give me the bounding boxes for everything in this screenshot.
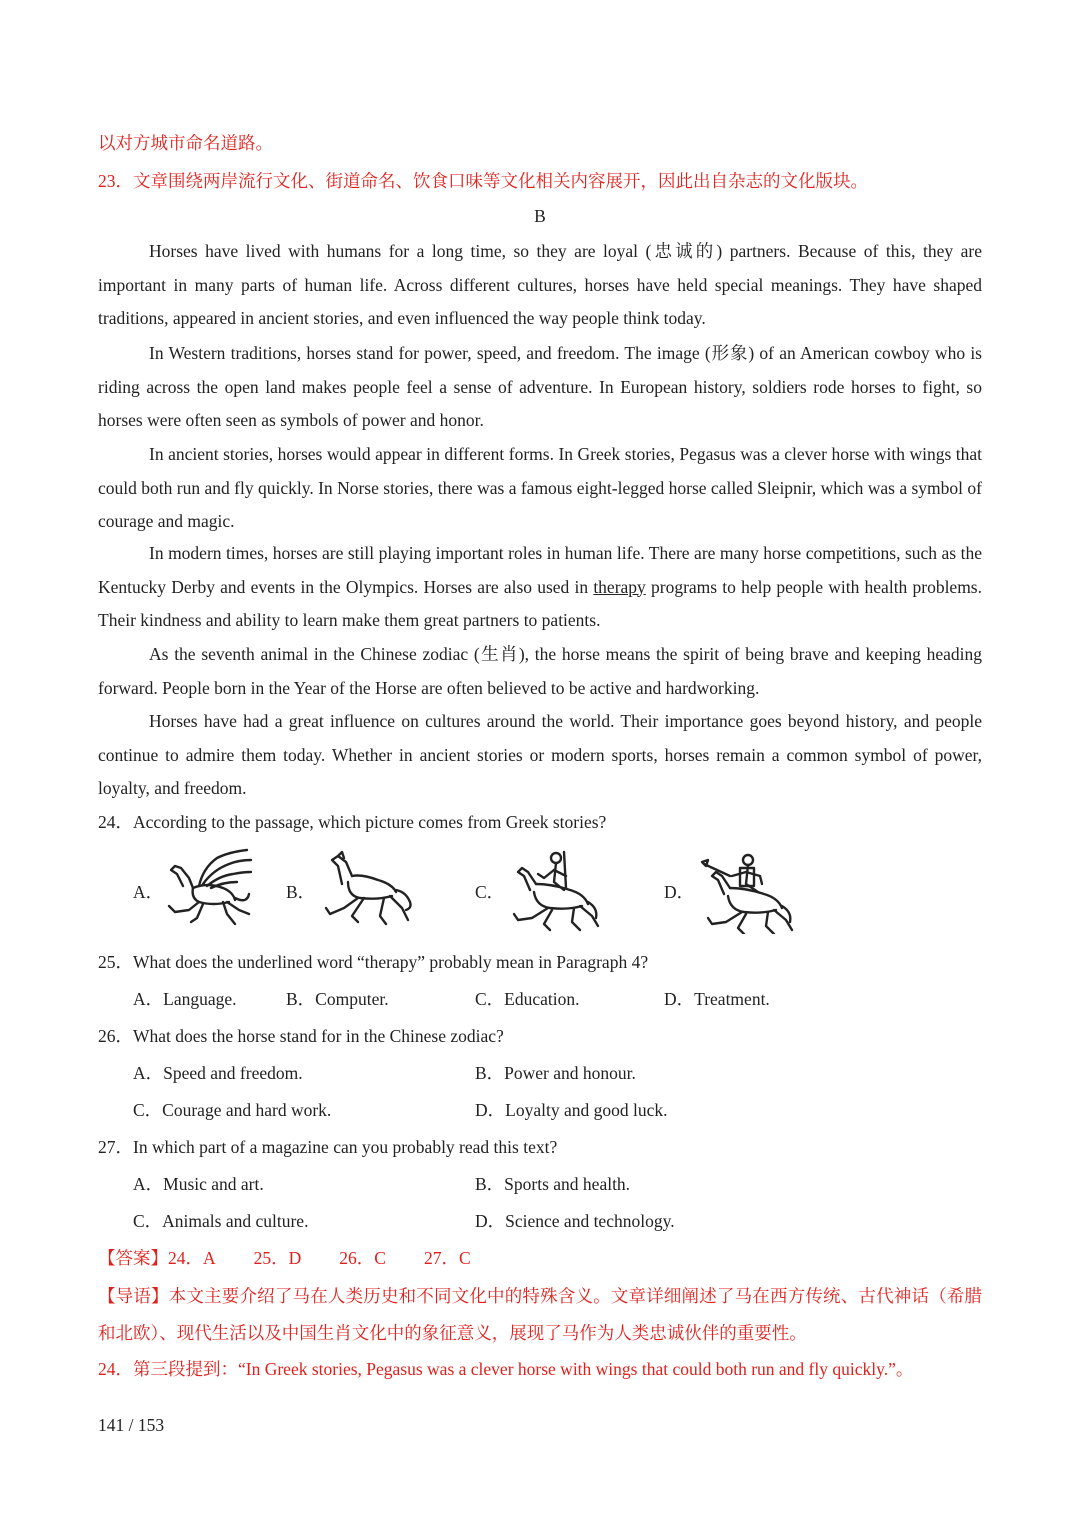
question-26-stem: 26．What does the horse stand for in the Chinese zodiac?	[98, 1026, 504, 1046]
q26-option-d: D．Loyalty and good luck.	[475, 1100, 668, 1120]
passage-paragraph-3: In ancient stories, horses would appear in different forms. In Greek stories, Pegasus was a clever horse with wings that could both run and fly quickly. In Norse stories, there was a famous eight-legged horse called Sleipnir, which was a symbol of courage and magic.	[98, 444, 982, 531]
passage-paragraph-1: Horses have lived with humans for a long time, so they are loyal (忠诚的) partners. Because of this, they are important in many parts of human life. Across different cultures, horses have held special meanings. They have shaped traditions, appeared in ancient stories, and even influenced the way people think today.	[98, 241, 982, 328]
p4-text-after: programs to help people with health problems. Their kindness and ability to learn make them great partners to patients.	[98, 576, 982, 630]
answer-26: 26．C	[339, 1248, 386, 1268]
answer-note-line: 以对方城市命名道路。	[98, 133, 273, 153]
q25-option-c: C．Education.	[475, 989, 580, 1009]
answer-note-23: 23．文章围绕两岸流行文化、街道命名、饮食口味等文化相关内容展开，因此出自杂志的文化版块。	[98, 171, 868, 191]
passage-paragraph-5: As the seventh animal in the Chinese zodiac (生肖), the horse means the spirit of being brave and keeping heading forward. People born in the Year of the Horse are often believed to be active and hardworking.	[98, 644, 982, 698]
answer-27: 27．C	[423, 1248, 471, 1268]
q25-option-d: D．Treatment.	[664, 989, 770, 1009]
q24-option-c-label: C．	[475, 882, 505, 902]
q27-option-d: D．Science and technology.	[475, 1211, 675, 1231]
q26-option-a: A．Speed and freedom.	[133, 1063, 303, 1083]
q27-option-c: C．Animals and culture.	[133, 1211, 309, 1231]
question-25-stem: 25．What does the underlined word “therapy” probably mean in Paragraph 4?	[98, 952, 649, 972]
passage-paragraph-2: In Western traditions, horses stand for power, speed, and freedom. The image (形象) of an American cowboy who is riding across the open land makes people feel a sense of adventure. In European history, soldiers rode horses to fight, so horses were often seen as symbols of power and honor.	[98, 343, 982, 430]
q27-option-b: B．Sports and health.	[475, 1174, 631, 1194]
answer-24: 24．A	[168, 1248, 216, 1268]
q26-option-c: C．Courage and hard work.	[133, 1100, 332, 1120]
underlined-word-therapy: therapy	[593, 576, 646, 597]
horse-rider-icon	[508, 848, 602, 932]
q24-option-b-label: B．	[286, 882, 316, 902]
question-24-stem: 24．According to the passage, which picture comes from Greek stories?	[98, 812, 607, 832]
explanation-24: 24．第三段提到：“In Greek stories, Pegasus was a clever horse with wings that could both run and fly quickly.”。	[98, 1359, 914, 1379]
answer-25: 25．D	[253, 1248, 302, 1268]
section-label: B	[534, 206, 546, 226]
guide-paragraph	[98, 1278, 982, 1352]
page-number: 141 / 153	[98, 1415, 165, 1435]
guide-text: 本文主要介绍了马在人类历史和不同文化中的特殊含义。文章详细阐述了马在西方传统、古代神话（希腊和北欧）、现代生活以及中国生肖文化中的象征意义，展现了马作为人类忠诚伙伴的重要性。	[98, 1286, 982, 1343]
knight-horse-icon	[700, 850, 796, 934]
q26-option-b: B．Power and honour.	[475, 1063, 636, 1083]
q25-option-a: A．Language.	[133, 989, 237, 1009]
p4-text-before: In modern times, horses are still playing important roles in human life. There are many horse competitions, such as the Kentucky Derby and events in the Olympics. Horses are also used in	[98, 543, 982, 597]
q24-option-d-label: D．	[664, 882, 695, 902]
answer-tag: 【答案】	[98, 1248, 168, 1268]
passage-paragraph-4	[98, 537, 982, 638]
winged-horse-icon	[163, 848, 255, 930]
passage-paragraph-6: Horses have had a great influence on cultures around the world. Their importance goes beyond history, and people continue to admire them today. Whether in ancient stories or modern sports, horses remain a common symbol of power, loyalty, and freedom.	[98, 711, 982, 798]
answer-line	[98, 1246, 982, 1270]
q27-option-a: A．Music and art.	[133, 1174, 264, 1194]
running-horse-icon	[322, 850, 414, 928]
q25-option-b: B．Computer.	[286, 989, 389, 1009]
q24-option-a-label: A．	[133, 882, 164, 902]
guide-tag: 【导语】	[98, 1286, 169, 1306]
question-27-stem: 27．In which part of a magazine can you probably read this text?	[98, 1137, 558, 1157]
